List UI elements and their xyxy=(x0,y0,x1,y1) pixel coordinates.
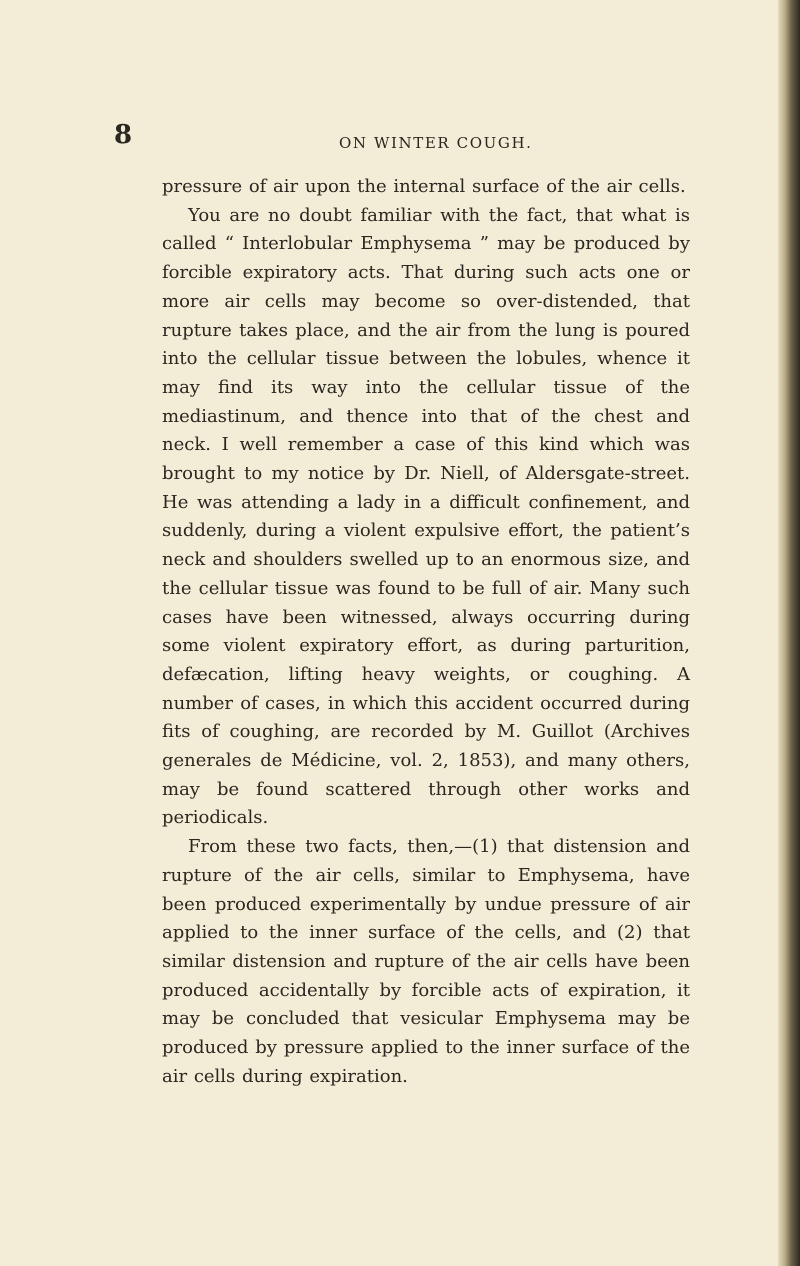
body-text xyxy=(162,173,690,1092)
paragraph-conclusion: From these two facts, then,—(1) that distension and rupture of the air cells, similar to Emphysema, have been produced experimentally by undue pressure of air applied to the inner surface of the cells, and (2) that similar distension and rupture of the air cells have been produced accidentally by forcible acts of expiration, it may be concluded that vesicular Emphysema may be produced by pressure applied to the inner surface of the air cells during expiration. xyxy=(162,836,690,1087)
book-spine-edge xyxy=(778,0,800,1266)
paragraph-interlobular-emphysema: You are no doubt familiar with the fact, that what is called “ Interlobular Emphysema ” may be produced by forcible expiratory acts. That during such acts one or more air cells may become so over-distended, that rupture takes place, and the air from the lung is poured into the cellular tissue between the lobules, whence it may find its way into the cellular tissue of the mediastinum, and thence into that of the chest and neck. I well remember a case of this kind which was brought to my notice by Dr. Niell, of Aldersgate-street. He was attending a lady in a difficult confinement, and suddenly, during a violent expulsive effort, the patient’s neck and shoulders swelled up to an enormous size, and the cellular tissue was found to be full of air. Many such cases have been witnessed, always occurring during some violent expiratory effort, as during parturition, defæcation, lifting heavy weights, or coughing. A number of cases, in which this accident occurred during fits of coughing, are recorded by M. Guillot (Archives generales de Médicine, vol. 2, 1853), and many others, may be found scattered through other works and periodicals. xyxy=(162,204,690,829)
page-number: 8 xyxy=(114,120,133,150)
running-title: ON WINTER COUGH. xyxy=(339,134,533,152)
paragraph-continuation: pressure of air upon the internal surface of the air cells. xyxy=(162,176,686,197)
page-header xyxy=(0,120,800,160)
